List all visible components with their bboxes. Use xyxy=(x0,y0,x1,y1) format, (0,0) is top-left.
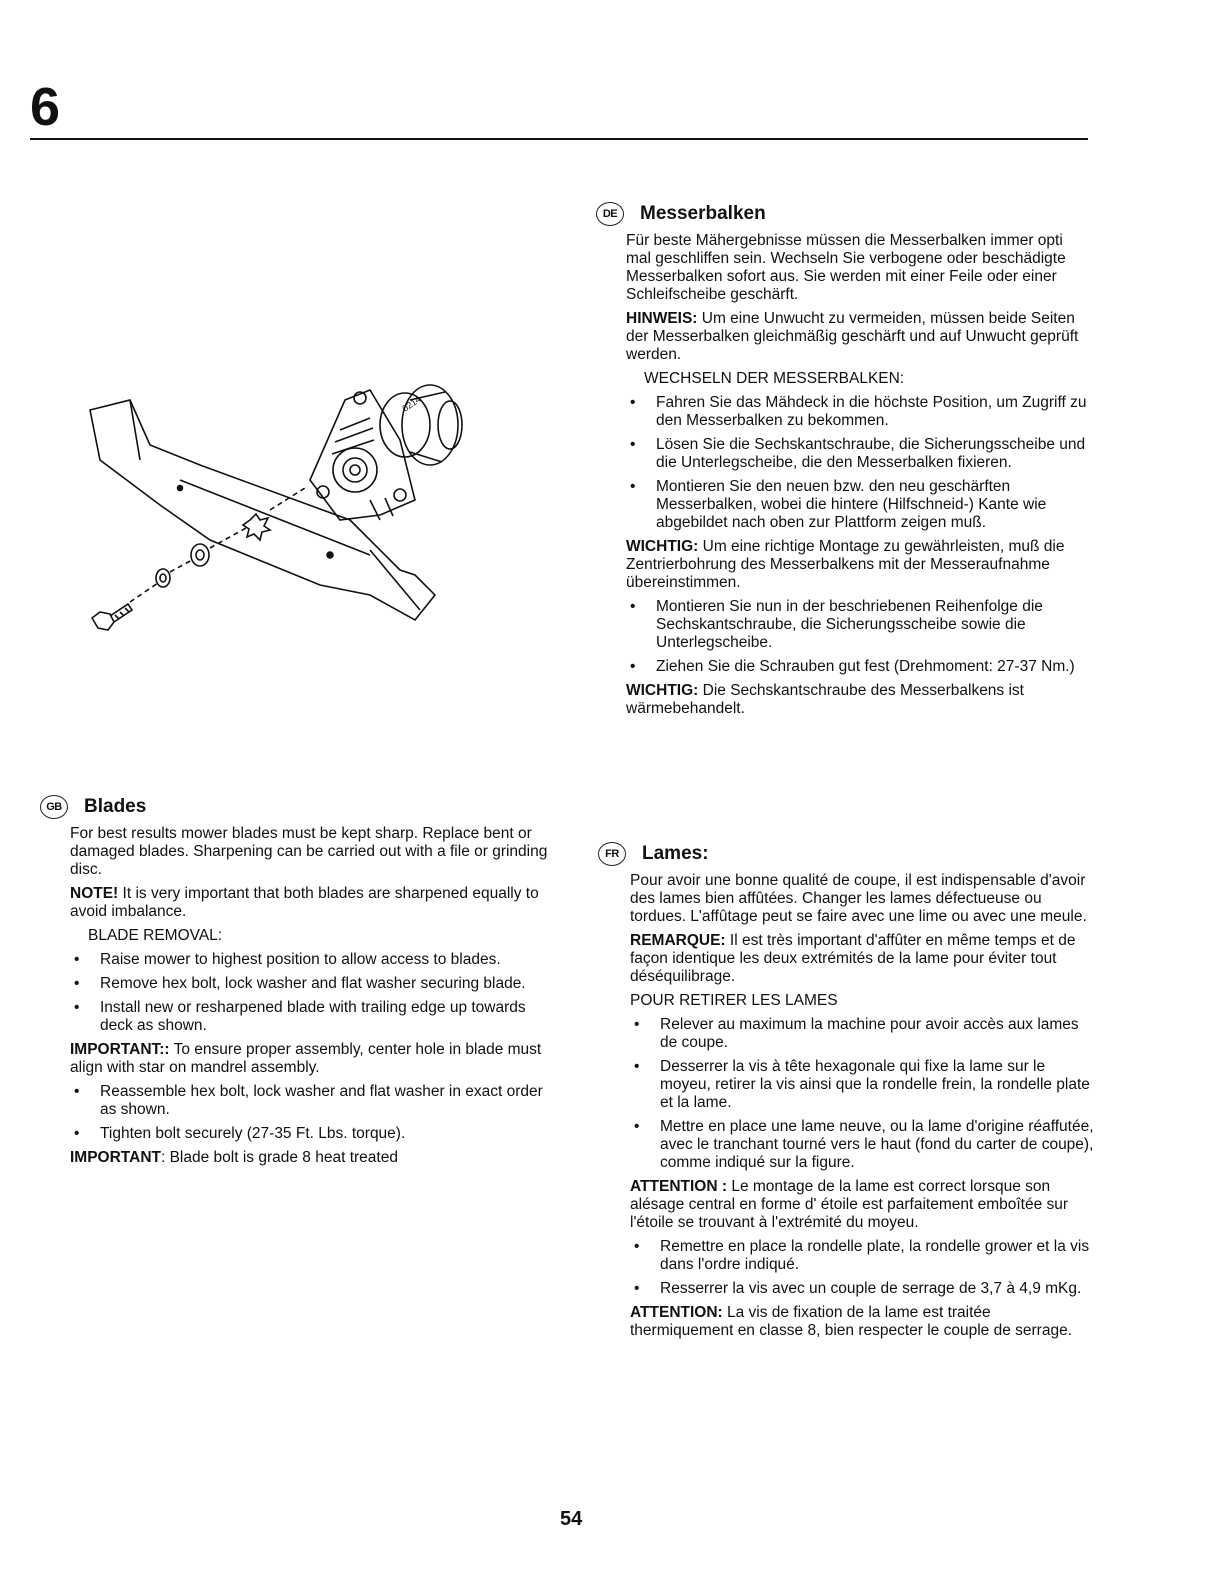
note-paragraph xyxy=(70,885,550,921)
steps-list xyxy=(630,1238,1098,1298)
list-item: • Remettre en place la rondelle plate, la rondelle grower et la vis dans l'ordre indiqué. xyxy=(630,1238,1098,1274)
intro-text: Für beste Mähergebnisse müssen die Messerbalken immer opti mal geschliffen sein. Wechseln Sie verbogene oder beschädigte Messerbalken sofort aus. Sie werden mit einer Feile oder einer Schleifscheibe geschärft. xyxy=(626,232,1066,303)
subheading: BLADE REMOVAL: xyxy=(88,927,223,944)
list-item: • Lösen Sie die Sechskantschraube, die Sicherungsscheibe und die Unterlegscheibe, die den Messerbalken fixieren. xyxy=(626,436,1091,472)
important-text: : Blade bolt is grade 8 heat treated xyxy=(160,1149,398,1166)
important-label: IMPORTANT xyxy=(70,1149,161,1166)
note-label: NOTE! xyxy=(70,885,119,902)
list-item: • Ziehen Sie die Schrauben gut fest (Drehmoment: 27-37 Nm.) xyxy=(626,658,1091,676)
intro-text: For best results mower blades must be kept sharp. Replace bent or damaged blades. Sharpening can be carried out with a file or grinding disc. xyxy=(70,825,548,878)
steps-list xyxy=(626,394,1091,532)
note-paragraph xyxy=(626,310,1091,364)
important-text: Die Sechskantschraube des Messerbalkens ist wärmebehandelt. xyxy=(626,682,1024,717)
list-item: • Desserrer la vis à tête hexagonale qui fixe la lame sur le moyeu, retirer la vis ainsi que la rondelle frein, la rondelle plate et la lame. xyxy=(630,1058,1098,1112)
list-item: • Montieren Sie nun in der beschriebenen Reihenfolge die Sechskantschraube, die Sicherungsscheibe sowie die Unterlegscheibe. xyxy=(626,598,1091,652)
note-paragraph xyxy=(630,932,1098,986)
important-label: WICHTIG: xyxy=(626,538,699,555)
intro-text: Pour avoir une bonne qualité de coupe, il est indispensable d'avoir des lames bien affûtées. Changer les lames défectueuse ou tordues. L'affûtage peut se faire avec une lime ou avec une meule. xyxy=(630,872,1087,925)
mandrel-icon xyxy=(310,390,415,520)
important-label: IMPORTANT:: xyxy=(70,1041,170,1058)
important-text: To ensure proper assembly, center hole in blade must align with star on mandrel assembly. xyxy=(70,1041,542,1076)
note-label: HINWEIS: xyxy=(626,310,698,327)
important-paragraph xyxy=(626,682,1091,718)
section-de xyxy=(596,202,1091,724)
important-paragraph xyxy=(70,1041,550,1077)
steps-list xyxy=(630,1016,1098,1172)
header-rule xyxy=(30,138,1088,140)
important-paragraph xyxy=(70,1149,550,1167)
important-text: Le montage de la lame est correct lorsque son alésage central en forme d' étoile est parfaitement emboîtée sur l'étoile se trouvant à l'extrémité du moyeu. xyxy=(630,1178,1069,1231)
note-text: It is very important that both blades are sharpened equally to avoid imbalance. xyxy=(70,885,539,920)
list-item: • Mettre en place une lame neuve, ou la lame d'origine réaffutée, avec le tranchant tourné vers le haut (fond du carter de coupe), comme indiqué sur la figure. xyxy=(630,1118,1098,1172)
subheading: WECHSELN DER MESSERBALKEN: xyxy=(644,370,905,387)
list-item: • Tighten bolt securely (27-35 Ft. Lbs. torque). xyxy=(70,1125,550,1143)
important-paragraph xyxy=(630,1304,1098,1340)
list-item: • Fahren Sie das Mähdeck in die höchste Position, um Zugriff zu den Messerbalken zu bekommen. xyxy=(626,394,1091,430)
blade-assembly-figure xyxy=(70,370,540,650)
blade-icon xyxy=(90,400,435,620)
section-header xyxy=(40,795,550,819)
section-header xyxy=(598,842,1098,866)
important-label: ATTENTION: xyxy=(630,1304,723,1321)
note-text: Um eine Unwucht zu vermeiden, müssen beide Seiten der Messerbalken gleichmäßig geschärft und auf Unwucht geprüft werden. xyxy=(626,310,1079,363)
list-item: • Reassemble hex bolt, lock washer and flat washer in exact order as shown. xyxy=(70,1083,550,1119)
important-text: La vis de fixation de la lame est traitée thermiquement en classe 8, bien respecter le couple de serrage. xyxy=(630,1304,1072,1339)
svg-text:0214: 0214 xyxy=(400,393,423,414)
list-item: • Install new or resharpened blade with trailing edge up towards deck as shown. xyxy=(70,999,550,1035)
section-fr xyxy=(598,842,1098,1346)
list-item: • Remove hex bolt, lock washer and flat washer securing blade. xyxy=(70,975,550,993)
hex-bolt-icon xyxy=(92,604,132,630)
important-text: Um eine richtige Montage zu gewährleisten, muß die Zentrierbohrung des Messerbalkens mit der Messeraufnahme übereinstimmen. xyxy=(626,538,1065,591)
note-label: REMARQUE: xyxy=(630,932,726,949)
note-text: Il est très important d'affûter en même temps et de façon identique les deux extrémités de la lame pour éviter tout déséquilibrage. xyxy=(630,932,1076,985)
list-item: • Raise mower to highest position to allow access to blades. xyxy=(70,951,550,969)
page-number: 54 xyxy=(560,1508,583,1530)
important-label: WICHTIG: xyxy=(626,682,699,699)
language-badge-gb: GB xyxy=(40,795,68,819)
chapter-number: 6 xyxy=(30,77,61,137)
pulley-icon xyxy=(380,385,462,465)
steps-list xyxy=(626,598,1091,676)
lock-washer-icon xyxy=(156,569,170,587)
language-badge-de: DE xyxy=(596,202,624,226)
section-title: Blades xyxy=(84,796,147,817)
list-item: • Montieren Sie den neuen bzw. den neu geschärften Messerbalken, wobei die hintere (Hilfschneid-) Kante wie abgebildet nach oben zur Plattform zeigen muß. xyxy=(626,478,1091,532)
section-gb xyxy=(40,795,550,1173)
subheading: POUR RETIRER LES LAMES xyxy=(630,992,838,1009)
important-label: ATTENTION : xyxy=(630,1178,728,1195)
important-paragraph xyxy=(630,1178,1098,1232)
language-badge-fr: FR xyxy=(598,842,626,866)
flat-washer-icon xyxy=(191,544,209,566)
steps-list xyxy=(70,951,550,1035)
section-title: Messerbalken xyxy=(640,203,766,224)
important-paragraph xyxy=(626,538,1091,592)
section-title: Lames: xyxy=(642,843,709,864)
list-item: • Resserrer la vis avec un couple de serrage de 3,7 à 4,9 mKg. xyxy=(630,1280,1098,1298)
section-header xyxy=(596,202,1091,226)
list-item: • Relever au maximum la machine pour avoir accès aux lames de coupe. xyxy=(630,1016,1098,1052)
steps-list xyxy=(70,1083,550,1143)
